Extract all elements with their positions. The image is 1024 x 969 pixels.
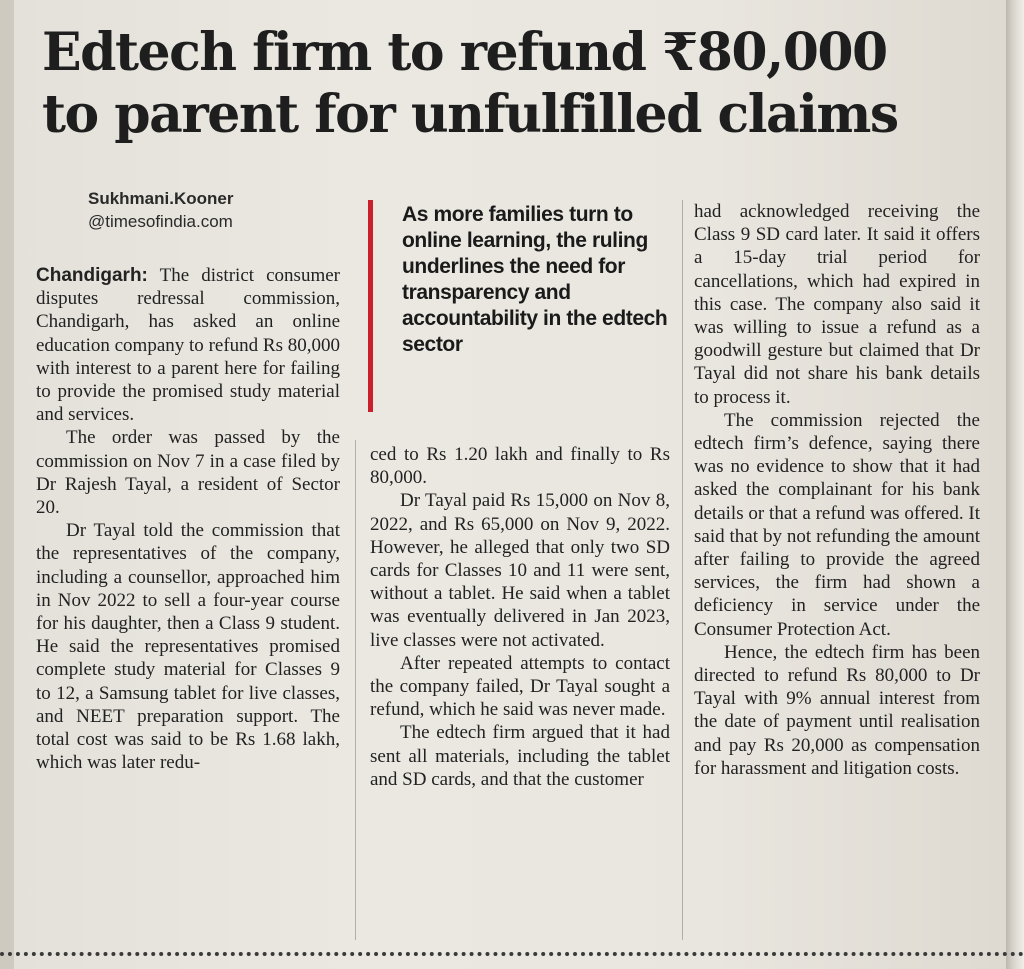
paragraph: The edtech firm argued that it had sent all materials, including the tablet and SD cards, and that the customer	[370, 722, 670, 790]
byline	[88, 188, 233, 234]
headline	[42, 22, 982, 146]
paragraph: The order was passed by the commission on Nov 7 in a case filed by Dr Rajesh Tayal, a resident of Sector 20.	[36, 427, 340, 519]
paragraph: After repeated attempts to contact the company failed, Dr Tayal sought a refund, which he said was never made.	[370, 652, 670, 721]
paragraph: ced to Rs 1.20 lakh and finally to Rs 80,000.	[370, 444, 670, 489]
article-column-2	[370, 443, 670, 791]
dotted-rule	[0, 952, 1024, 956]
page-edge	[1006, 0, 1024, 969]
headline-line-2: to parent for unfulfilled claims	[42, 84, 898, 145]
column-divider	[682, 200, 683, 940]
article-column-1	[36, 264, 340, 774]
article-column-3	[694, 200, 980, 780]
pull-quote-text: As more families turn to online learning, the ruling underlines the need for transparency and accountability in the edtech sector	[402, 203, 668, 356]
paragraph-text: The district consumer disputes redressal commission, Chandigarh, has asked an online education company to refund Rs 80,000 with interest to a parent here for failing to provide the promised study material and services.	[36, 265, 340, 426]
column-divider	[355, 440, 356, 940]
pull-quote	[368, 200, 672, 412]
headline-line-1: Edtech firm to refund ₹80,000	[42, 22, 887, 83]
paragraph: Dr Tayal paid Rs 15,000 on Nov 8, 2022, and Rs 65,000 on Nov 9, 2022. However, he alleged that only two SD cards for Classes 10 and 11 were sent, without a tablet. He said when a tablet was eventually delivered in Jan 2023, live classes were not activated.	[370, 490, 670, 651]
paragraph	[36, 264, 340, 426]
author-email: @timesofindia.com	[88, 212, 233, 231]
paragraph: Dr Tayal told the commission that the representatives of the company, including a counsellor, approached him in Nov 2022 to sell a four-year course for his daughter, then a Class 9 student. He said the representatives promised complete study material for Classes 9 to 12, a Samsung tablet for live classes, and NEET preparation support. The total cost was said to be Rs 1.68 lakh, which was later redu-	[36, 520, 340, 774]
author-name: Sukhmani.Kooner	[88, 189, 234, 208]
pull-quote-bar	[368, 200, 373, 412]
paragraph: The commission rejected the edtech firm’s defence, saying there was no evidence to show that it had asked the complainant for his bank details or that a refund was offered. It said that by not refunding the amount after failing to provide the agreed services, the firm had shown a deficiency in service under the Consumer Protection Act.	[694, 409, 980, 640]
dateline: Chandigarh:	[36, 265, 148, 286]
paragraph: Hence, the edtech firm has been directed to refund Rs 80,000 to Dr Tayal with 9% annual interest from the date of payment until realisation and pay Rs 20,000 as compensation for harassment and litigation costs.	[694, 641, 980, 779]
paragraph: had acknowledged receiving the Class 9 SD card later. It said it offers a 15-day trial period for cancellations, which had expired in this case. The company also said it was willing to issue a refund as a goodwill gesture but claimed that Dr Tayal did not share his bank details to process it.	[694, 201, 980, 408]
